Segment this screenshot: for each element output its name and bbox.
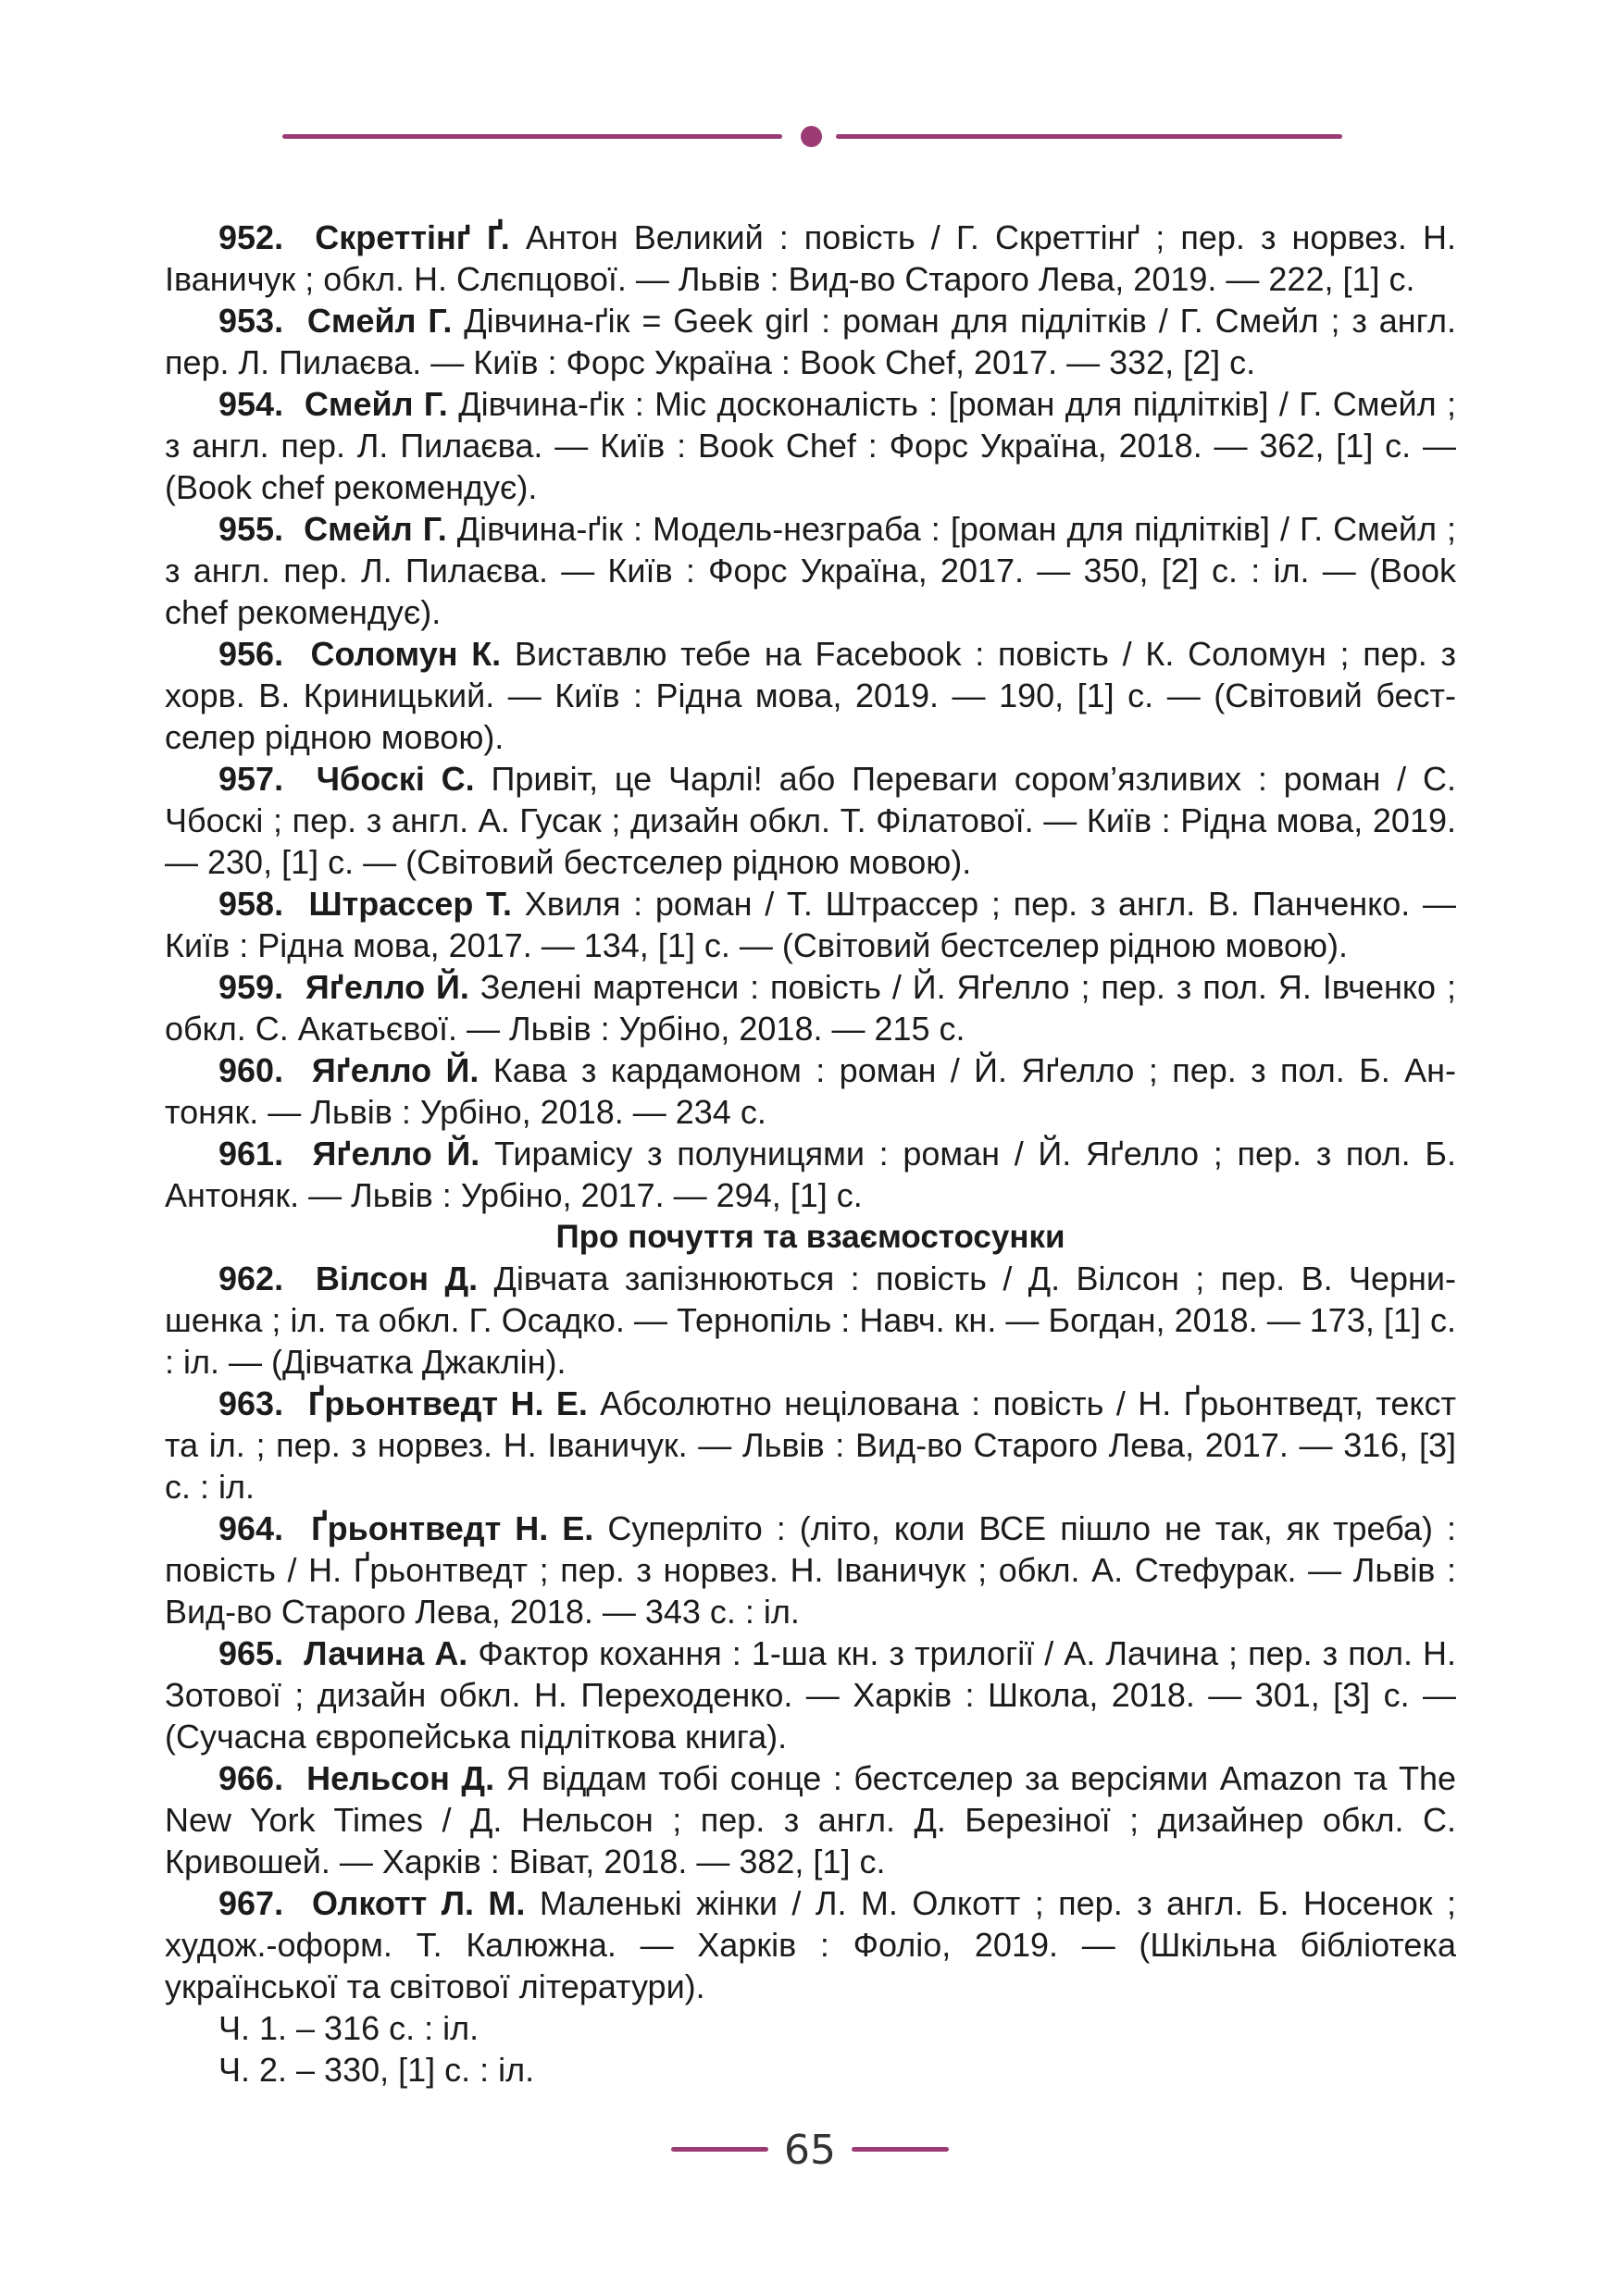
entry-description: Маленькі жінки / Л. М. Олкотт ; пер. з англ. Б. Носенок ; худож.-оформ. Т. Калюжна. — Харків : Фоліо, 2019. — (Шкільна бібліотека української та світової літератури).: [165, 1884, 1456, 2005]
section-title: Про почуття та взаємостосунки: [555, 1219, 1065, 1255]
entry-number: 963.: [218, 1384, 284, 1422]
entry-author: Смейл Г.: [304, 510, 447, 548]
entry-description: Хвиля : роман / Т. Штрассер ; пер. з англ. В. Панченко. — Київ : Рідна мова, 2017. — 134, [1] с. — (Світовий бестселер рідною мовою).: [165, 885, 1457, 964]
entry-number: 965.: [218, 1634, 284, 1672]
entry-author: Олкотт Л. М.: [311, 1884, 526, 1922]
entry-description: Абсолютно нецілована : повість / Н. Ґрьонтведт, текст та іл. ; пер. з норвез. Н. Іваничук. — Львів : Вид-во Старого Лева, 2017. — 316, [3] с. : іл.: [165, 1384, 1456, 1506]
entry-author: Скреттінґ Ґ.: [315, 218, 510, 256]
bibliography-entry: [165, 508, 1456, 633]
entry-author: Яґелло Й.: [311, 1051, 479, 1089]
bibliography-list: [165, 217, 1456, 2091]
entry-description: Зелені мартенси : повість / Й. Яґелло ; пер. з пол. Я. Івченко ; обкл. С. Акатьєвої. — Львів : Урбіно, 2018. — 215 с.: [165, 968, 1456, 1048]
entry-number: 957.: [218, 760, 284, 798]
entry-author: Чбоскі С.: [316, 760, 475, 798]
entry-author: Смейл Г.: [304, 385, 448, 423]
entry-author: Яґелло Й.: [305, 968, 469, 1006]
entry-number: 960.: [218, 1051, 284, 1089]
entry-description: Кава з кардамоном : роман / Й. Яґелло ; пер. з пол. Б. Ан-тоняк. — Львів : Урбіно, 2018. — 234 с.: [165, 1051, 1456, 1131]
bibliography-entry: [165, 1383, 1456, 1508]
bibliography-entry: [165, 300, 1456, 383]
entry-number: 961.: [218, 1135, 284, 1173]
entries-group-a: [165, 217, 1456, 1216]
bibliography-entry: [165, 1049, 1456, 1133]
entry-description: Привіт, це Чарлі! або Переваги сором’язливих : роман / С. Чбоскі ; пер. з англ. А. Гусак ; дизайн обкл. Т. Філатової. — Київ : Рідна мова, 2019. — 230, [1] с. — (Світовий бестселер рідною мовою).: [165, 760, 1456, 881]
bibliography-entry: [165, 1632, 1456, 1757]
bibliography-entry: [165, 758, 1456, 883]
ornament-line-right: [836, 134, 1342, 139]
footer-ornament: [671, 2121, 949, 2177]
entry-author: Ґрьонтведт Н. Е.: [307, 1384, 588, 1422]
entry-number: 959.: [218, 968, 284, 1006]
entry-description: Фактор кохання : 1-ша кн. з трилогії / А. Лачина ; пер. з пол. Н. Зотової ; дизайн обкл. Н. Переходенко. — Харків : Школа, 2018. — 301, [3] с. — (Сучасна європейська підліткова книга).: [165, 1634, 1457, 1756]
entry-author: Яґелло Й.: [312, 1135, 480, 1173]
entry-author: Нельсон Д.: [306, 1759, 495, 1797]
volume-parts: [165, 2007, 1456, 2091]
entry-number: 964.: [218, 1509, 284, 1547]
entry-number: 956.: [218, 635, 284, 673]
entry-number: 958.: [218, 885, 284, 923]
header-ornament: [282, 120, 1342, 154]
bibliography-entry: [165, 1757, 1456, 1882]
entry-number: 967.: [218, 1884, 284, 1922]
bibliography-entry: [165, 1508, 1456, 1632]
entry-author: Вілсон Д.: [315, 1260, 479, 1297]
bibliography-entry: [165, 383, 1456, 508]
volume-part: Ч. 1. – 316 с. : іл.: [218, 2009, 479, 2047]
bibliography-entry: [165, 966, 1456, 1049]
entries-group-b: [165, 1258, 1456, 2007]
footer-line-right: [852, 2147, 949, 2152]
bibliography-entry: [165, 217, 1456, 300]
entry-description: Я віддам тобі сонце : бестселер за версіями Amazon та The New York Times / Д. Нельсон ; пер. з англ. Д. Березіної ; дизайнер обкл. С. Кривошей. — Харків : Віват, 2018. — 382, [1] с.: [165, 1759, 1456, 1880]
entry-number: 955.: [218, 510, 284, 548]
entry-number: 954.: [218, 385, 284, 423]
entry-description: Виставлю тебе на Facebook : повість / К. Соломун ; пер. з хорв. В. Криницький. — Київ : Рідна мова, 2019. — 190, [1] с. — (Світовий бест-селер рідною мовою).: [165, 635, 1457, 756]
entry-description: Дівчина-ґік = Geek girl : роман для підлітків / Г. Смейл ; з англ. пер. Л. Пилаєва. — Київ : Форс Україна : Book Chef, 2017. — 332, [2] с.: [165, 302, 1456, 381]
ornament-dot: [801, 126, 822, 147]
footer-line-left: [671, 2147, 768, 2152]
entry-author: Ґрьонтведт Н. Е.: [311, 1509, 594, 1547]
entry-description: Антон Великий : повість / Г. Скреттінґ ; пер. з норвез. Н. Іваничук ; обкл. Н. Слєпцової. — Львів : Вид-во Старого Лева, 2019. — 222, [1] с.: [165, 218, 1456, 298]
entry-number: 952.: [218, 218, 284, 256]
entry-description: Тирамісу з полуницями : роман / Й. Яґелло ; пер. з пол. Б. Антоняк. — Львів : Урбіно, 2017. — 294, [1] с.: [165, 1135, 1456, 1214]
entry-author: Лачина А.: [304, 1634, 468, 1672]
entry-number: 953.: [218, 302, 284, 340]
entry-description: Дівчина-ґік : Міс досконалість : [роман для підлітків] / Г. Смейл ; з англ. пер. Л. Пилаєва. — Київ : Book Chef : Форс Україна, 2018. — 362, [1] с. — (Book chef рекомендує).: [165, 385, 1457, 506]
bibliography-entry: [165, 1258, 1456, 1383]
page-number: 65: [784, 2127, 836, 2174]
ornament-line-left: [282, 134, 782, 139]
entry-author: Смейл Г.: [306, 302, 453, 340]
volume-part: Ч. 2. – 330, [1] с. : іл.: [218, 2051, 535, 2089]
entry-author: Штрассер Т.: [308, 885, 512, 923]
bibliography-entry: [165, 1882, 1456, 2007]
entry-author: Соломун К.: [310, 635, 502, 673]
entry-description: Дівчата запізнюються : повість / Д. Вілсон ; пер. В. Черни-шенка ; іл. та обкл. Г. Осадко. — Тернопіль : Навч. кн. — Богдан, 2018. — 173, [1] с. : іл. — (Дівчатка Джаклін).: [165, 1260, 1456, 1381]
bibliography-entry: [165, 1133, 1456, 1216]
bibliography-entry: [165, 633, 1456, 758]
entry-description: Суперліто : (літо, коли ВСЕ пішло не так, як треба) : повість / Н. Ґрьонтведт ; пер. з норвез. Н. Іваничук ; обкл. А. Стефурак. — Львів : Вид-во Старого Лева, 2018. — 343 с. : іл.: [165, 1509, 1456, 1631]
bibliography-entry: [165, 883, 1456, 966]
entry-number: 962.: [218, 1260, 284, 1297]
entry-number: 966.: [218, 1759, 284, 1797]
entry-description: Дівчина-ґік : Модель-незграба : [роман для підлітків] / Г. Смейл ; з англ. пер. Л. Пилаєва. — Київ : Форс Україна, 2017. — 350, [2] с. : іл. — (Book chef рекомендує).: [165, 510, 1457, 631]
